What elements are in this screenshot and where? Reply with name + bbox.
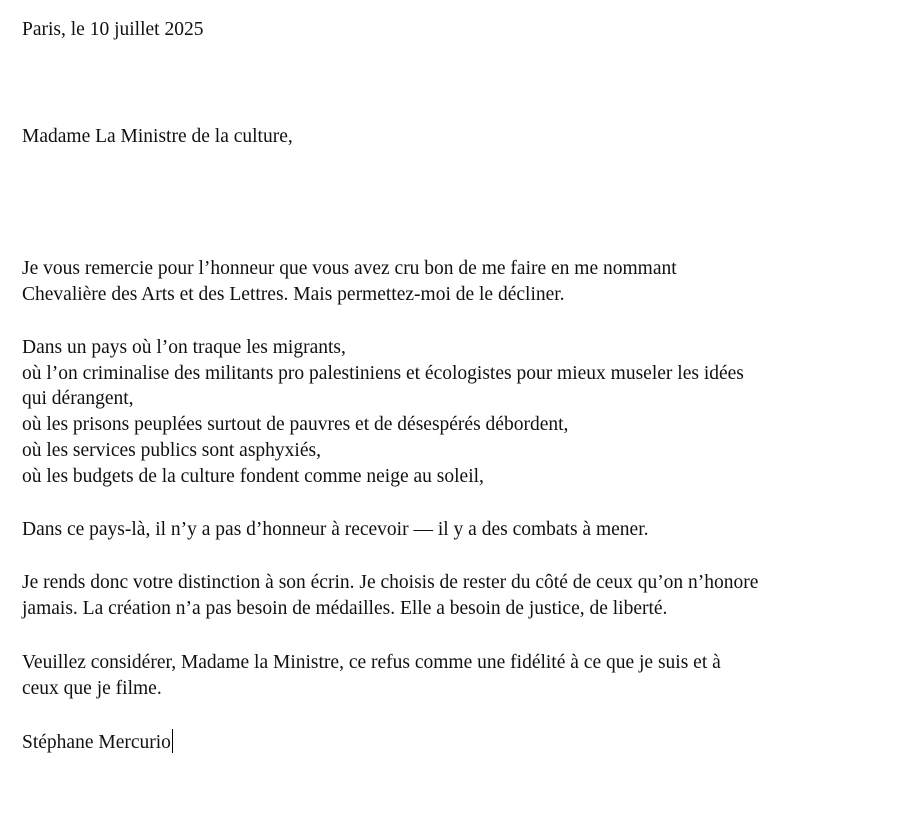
paragraph-2-line-3: qui dérangent, (22, 388, 134, 409)
paragraph-2-line-4: où les prisons peuplées surtout de pauvres et de désespérés débordent, (22, 414, 569, 435)
date-line: Paris, le 10 juillet 2025 (22, 19, 204, 40)
text-cursor (172, 729, 173, 753)
paragraph-2-line-6: où les budgets de la culture fondent comme neige au soleil, (22, 466, 484, 487)
paragraph-2-line-5: où les services publics sont asphyxiés, (22, 440, 321, 461)
paragraph-4-line-2: jamais. La création n’a pas besoin de médailles. Elle a besoin de justice, de liberté. (22, 598, 668, 619)
paragraph-2-line-2: où l’on criminalise des militants pro palestiniens et écologistes pour mieux museler les idées (22, 363, 744, 384)
paragraph-1-line-2: Chevalière des Arts et des Lettres. Mais permettez-moi de le décliner. (22, 284, 565, 305)
paragraph-1-line-1: Je vous remercie pour l’honneur que vous avez cru bon de me faire en me nommant (22, 258, 677, 279)
paragraph-5-line-1: Veuillez considérer, Madame la Ministre, ce refus comme une fidélité à ce que je suis et à (22, 652, 721, 673)
paragraph-3-line-1: Dans ce pays-là, il n’y a pas d’honneur à recevoir — il y a des combats à mener. (22, 519, 649, 540)
paragraph-2-line-1: Dans un pays où l’on traque les migrants, (22, 337, 346, 358)
paragraph-4-line-1: Je rends donc votre distinction à son écrin. Je choisis de rester du côté de ceux qu’on n’honore (22, 572, 759, 593)
salutation: Madame La Ministre de la culture, (22, 126, 293, 147)
signature-line (22, 729, 173, 756)
paragraph-5-line-2: ceux que je filme. (22, 678, 162, 699)
signature: Stéphane Mercurio (22, 732, 171, 753)
